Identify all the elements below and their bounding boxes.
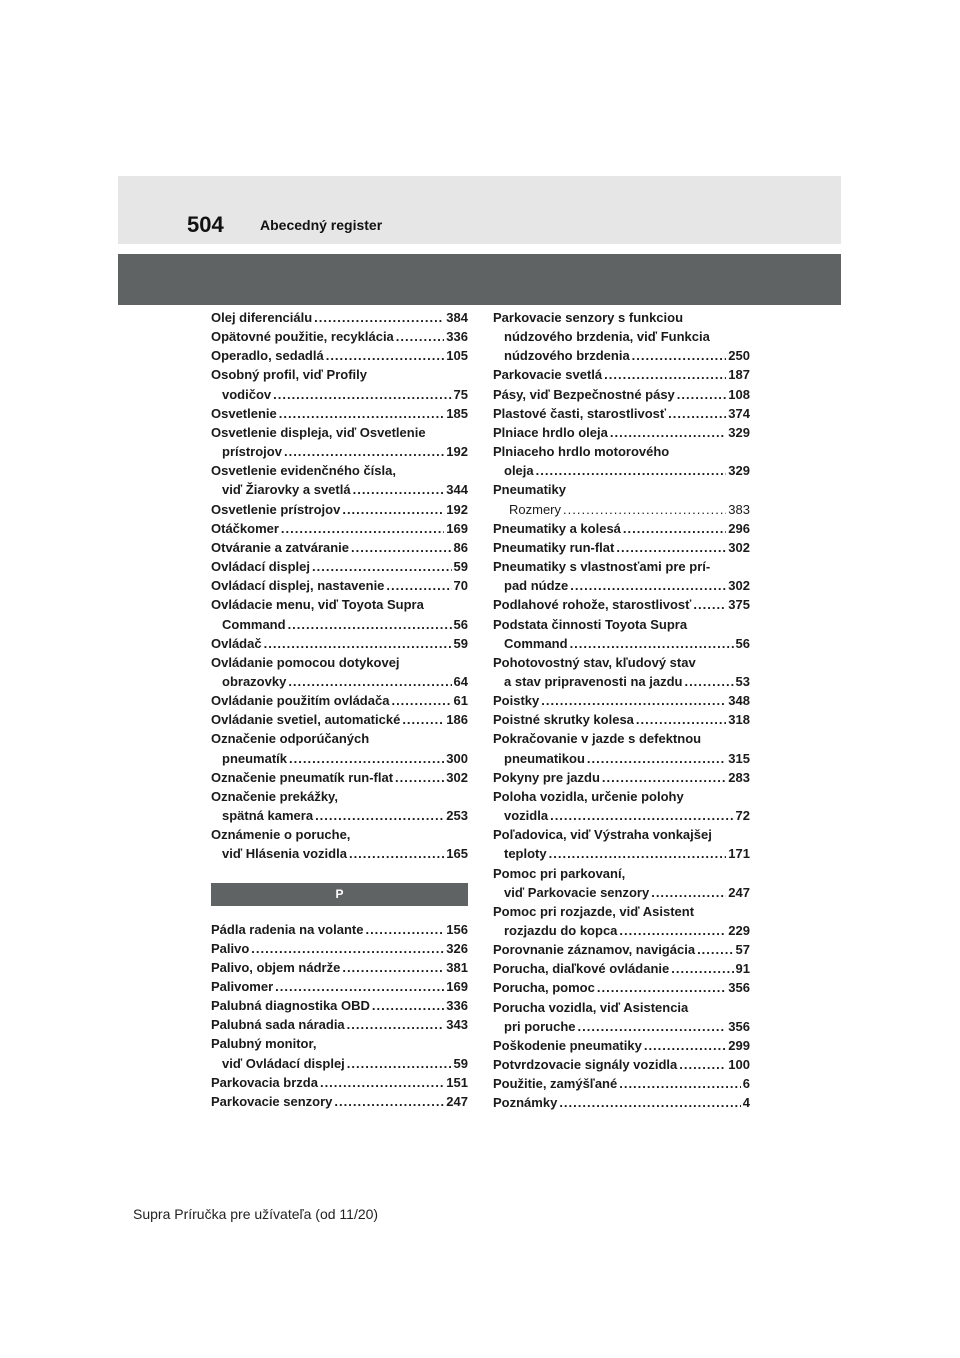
index-entry-page: 185 — [446, 405, 468, 421]
index-entry-page: 302 — [728, 578, 750, 594]
index-entry-page: 318 — [728, 712, 750, 728]
index-entry-page: 86 — [453, 539, 468, 555]
index-entry-page: 229 — [728, 923, 750, 938]
dot-leader — [677, 385, 727, 404]
index-entry-term: pad núdze — [504, 578, 569, 594]
index-list-p — [211, 920, 468, 1112]
index-entry-page: 329 — [728, 424, 750, 440]
index-entry-term: Pneumatiky run-flat — [493, 539, 615, 555]
index-entry-term: Osobný profil, viď Profily — [211, 367, 367, 383]
index-entry — [493, 538, 750, 557]
section-title: Abecedný register — [260, 217, 383, 233]
index-entry-term: Pohotovostný stav, kľudový stav — [493, 654, 696, 670]
index-entry-page: 247 — [728, 884, 750, 900]
index-entry — [211, 958, 468, 977]
index-entry-page: 250 — [728, 348, 750, 364]
index-entry-term: Označenie pneumatík run-flat — [211, 769, 394, 785]
dot-leader — [288, 615, 452, 634]
index-entry-term: Otáčkomer — [211, 520, 279, 536]
index-entry-term: Pomoc pri rozjazde, viď Asistent — [493, 903, 695, 919]
dot-leader — [273, 385, 451, 404]
index-entry-term: Plastové časti, starostlivosť — [493, 405, 667, 421]
index-entry — [211, 327, 468, 346]
index-entry-page: 192 — [446, 444, 468, 460]
dot-leader — [668, 404, 726, 423]
index-entry-term: Plniaceho hrdlo motorového — [493, 444, 670, 460]
index-entry-term: Parkovacie senzory s funkciou — [493, 310, 684, 325]
index-entry — [211, 519, 468, 538]
index-entry-term: Porucha, pomoc — [493, 980, 595, 996]
index-entry-page: 156 — [446, 921, 468, 937]
index-entry — [211, 595, 468, 633]
dot-leader — [570, 576, 726, 595]
index-entry — [493, 480, 750, 499]
dot-leader — [616, 538, 726, 557]
dot-leader — [312, 557, 452, 576]
index-entry — [211, 346, 468, 365]
index-entry — [211, 825, 468, 863]
index-entry — [211, 939, 468, 958]
index-entry-term: viď Hlásenia vozidla — [222, 846, 347, 862]
index-entry-term: Olej diferenciálu — [211, 310, 313, 325]
index-column-left — [211, 308, 468, 1111]
index-entry-term: vodičov — [222, 386, 272, 402]
index-entry — [493, 825, 750, 863]
index-entry-page: 6 — [742, 1076, 750, 1092]
index-entry — [211, 576, 468, 595]
index-entry-page: 375 — [728, 597, 750, 613]
index-list-o — [211, 308, 468, 864]
dot-leader — [563, 500, 726, 519]
dot-leader — [402, 710, 444, 729]
dot-leader — [395, 768, 444, 787]
index-entry-page: 302 — [728, 539, 750, 555]
index-entry-page: 169 — [446, 979, 468, 994]
dot-leader — [536, 461, 727, 480]
index-entry-page: 344 — [446, 482, 468, 498]
index-entry-page: 169 — [446, 520, 468, 536]
index-entry — [493, 442, 750, 480]
index-entry-page: 91 — [735, 961, 750, 977]
index-entry — [493, 998, 750, 1036]
index-entry-page: 108 — [728, 386, 750, 402]
index-entry-term: Pokračovanie v jazde s defektnou — [493, 731, 702, 747]
index-entry-term: oleja — [504, 463, 534, 479]
dot-leader — [610, 423, 726, 442]
index-entry-page: 151 — [446, 1074, 468, 1090]
index-entry — [211, 1092, 468, 1111]
dot-leader — [597, 978, 726, 997]
index-entry-term: núdzového brzdenia, viď Funkcia — [504, 329, 710, 345]
index-entry — [211, 1034, 468, 1072]
index-entry-page: 56 — [453, 616, 468, 632]
index-entry-page: 59 — [453, 1055, 468, 1071]
index-entry-term: Parkovacie svetlá — [493, 367, 603, 383]
index-entry — [211, 634, 468, 653]
index-entry-term: Poľadovica, viď Výstraha vonkajšej — [493, 827, 712, 843]
dot-leader — [541, 691, 726, 710]
dot-leader — [315, 806, 444, 825]
index-entry — [211, 787, 468, 825]
index-entry-term: Pomoc pri parkovaní, — [493, 865, 626, 881]
index-entry — [493, 615, 750, 653]
index-entry-page: 171 — [728, 846, 750, 862]
index-entry-page: 57 — [735, 942, 750, 958]
dot-leader — [334, 1092, 444, 1111]
index-entry-term: pneumatík — [222, 750, 288, 766]
index-entry-term: Ovládanie použitím ovládača — [211, 693, 390, 709]
index-entry — [493, 959, 750, 978]
dot-leader — [264, 634, 452, 653]
dot-leader — [602, 768, 726, 787]
index-entry — [493, 1074, 750, 1093]
index-entry — [211, 653, 468, 691]
index-entry-page: 61 — [453, 693, 468, 709]
page-number: 504 — [187, 212, 224, 237]
index-entry-term: Porucha, diaľkové ovládanie — [493, 961, 670, 977]
index-entry — [211, 538, 468, 557]
index-column-right — [493, 308, 750, 1113]
index-entry-term: Poznámky — [493, 1095, 558, 1111]
index-entry-term: Pneumatiky s vlastnosťami pre prí- — [493, 559, 711, 575]
index-entry-page: 315 — [728, 750, 750, 766]
index-entry — [211, 996, 468, 1015]
index-entry — [493, 595, 750, 614]
index-entry — [493, 864, 750, 902]
index-entry-term: Rozmery — [509, 501, 562, 517]
dot-leader — [570, 634, 734, 653]
index-entry — [211, 500, 468, 519]
index-entry — [493, 557, 750, 595]
index-entry-page: 283 — [728, 769, 750, 785]
index-entry-page: 72 — [735, 808, 750, 824]
index-entry — [493, 978, 750, 997]
index-entry-term: Opätovné použitie, recyklácia — [211, 329, 394, 345]
index-entry-page: 75 — [453, 386, 468, 402]
index-entry — [493, 653, 750, 691]
dot-leader — [347, 1015, 445, 1034]
index-entry-term: Operadlo, sedadlá — [211, 348, 324, 364]
index-entry-term: Pásy, viď Bezpečnostné pásy — [493, 386, 675, 402]
dot-leader — [619, 921, 726, 940]
index-entry-page: 59 — [453, 635, 468, 651]
index-entry-term: teploty — [504, 846, 547, 862]
index-entry — [211, 404, 468, 423]
index-entry-page: 299 — [728, 1037, 750, 1053]
index-entry — [211, 977, 468, 996]
dot-leader — [281, 519, 444, 538]
index-entry-term: Otváranie a zatváranie — [211, 539, 350, 555]
index-entry-page: 56 — [735, 635, 750, 651]
index-entry-page: 381 — [446, 959, 468, 975]
index-list-p-continued — [493, 308, 750, 1113]
dot-leader — [549, 844, 727, 863]
index-entry-term: pri poruche — [504, 1018, 576, 1034]
index-entry-term: pneumatikou — [504, 750, 585, 766]
index-entry — [493, 1036, 750, 1055]
dot-leader — [679, 1055, 726, 1074]
index-entry-term: Parkovacie senzory — [211, 1093, 333, 1109]
dot-leader — [372, 996, 444, 1015]
index-entry — [493, 365, 750, 384]
index-entry-term: Poškodenie pneumatiky — [493, 1037, 642, 1053]
index-entry-page: 374 — [728, 405, 750, 421]
dot-leader — [651, 883, 726, 902]
index-entry-page: 329 — [728, 463, 750, 479]
index-entry-term: núdzového brzdenia — [504, 348, 630, 364]
dot-leader — [251, 939, 444, 958]
index-entry-page: 296 — [728, 520, 750, 536]
dot-leader — [353, 480, 445, 499]
index-entry-term: Poloha vozidla, určenie polohy — [493, 788, 684, 804]
index-entry-page: 187 — [728, 367, 750, 383]
index-entry — [211, 461, 468, 499]
index-entry-term: Pádla radenia na volante — [211, 921, 364, 937]
dot-leader — [386, 576, 451, 595]
dot-leader — [351, 538, 452, 557]
index-entry — [211, 557, 468, 576]
dot-leader — [587, 749, 726, 768]
dot-leader — [342, 500, 444, 519]
index-entry-term: Označenie prekážky, — [211, 788, 338, 804]
dot-leader — [623, 519, 726, 538]
dot-leader — [636, 710, 726, 729]
index-entry — [211, 710, 468, 729]
dot-leader — [349, 844, 444, 863]
index-entry — [211, 729, 468, 767]
index-entry-term: Command — [504, 635, 568, 651]
index-entry — [493, 404, 750, 423]
index-entry — [211, 1073, 468, 1092]
dot-leader — [550, 806, 733, 825]
index-entry-term: Poistky — [493, 693, 540, 709]
index-entry-page: 326 — [446, 940, 468, 956]
index-entry-term: Podstata činnosti Toyota Supra — [493, 616, 688, 632]
index-entry-page: 186 — [446, 712, 468, 728]
index-entry — [493, 940, 750, 959]
index-entry — [493, 385, 750, 404]
index-entry — [493, 902, 750, 940]
index-entry-page: 253 — [446, 808, 468, 824]
index-entry — [493, 519, 750, 538]
index-entry-page: 343 — [446, 1017, 468, 1033]
dot-leader — [289, 749, 444, 768]
index-entry-term: Palubná sada náradia — [211, 1017, 345, 1033]
index-entry-page: 356 — [728, 1018, 750, 1034]
index-entry-term: spätná kamera — [222, 808, 314, 824]
section-banner — [118, 254, 841, 305]
index-entry-term: Palivo, objem nádrže — [211, 959, 341, 975]
letter-divider-p: P — [211, 883, 468, 906]
index-entry — [493, 500, 750, 519]
index-entry-term: Command — [222, 616, 286, 632]
index-entry — [211, 768, 468, 787]
index-entry — [493, 729, 750, 767]
index-entry-term: Ovládací displej, nastavenie — [211, 578, 385, 594]
dot-leader — [693, 595, 726, 614]
index-entry-term: Pneumatiky — [493, 482, 566, 498]
index-entry-term: Porucha vozidla, viď Asistencia — [493, 999, 689, 1015]
index-entry-term: Pneumatiky a kolesá — [493, 520, 621, 536]
dot-leader — [619, 1074, 741, 1093]
dot-leader — [347, 1054, 452, 1073]
header-band — [118, 176, 841, 244]
index-entry-term: Oznámenie o poruche, — [211, 827, 351, 843]
index-entry-page: 53 — [735, 673, 750, 689]
index-entry — [211, 365, 468, 403]
dot-leader — [391, 691, 451, 710]
index-entry-term: viď Žiarovky a svetlá — [222, 482, 351, 498]
index-entry-page: 64 — [453, 673, 468, 689]
index-entry-page: 100 — [728, 1057, 750, 1073]
dot-leader — [326, 346, 445, 365]
index-entry — [211, 423, 468, 461]
index-entry-page: 300 — [446, 750, 468, 766]
index-entry-term: Parkovacia brzda — [211, 1074, 318, 1090]
index-entry-page: 59 — [453, 559, 468, 575]
index-entry — [493, 308, 750, 365]
index-entry-page: 70 — [453, 578, 468, 594]
dot-leader — [320, 1073, 444, 1092]
index-entry-term: vozidla — [504, 808, 549, 824]
index-entry-page: 247 — [446, 1093, 468, 1109]
index-entry — [493, 710, 750, 729]
index-entry-term: rozjazdu do kopca — [504, 923, 618, 938]
index-entry-page: 105 — [446, 348, 468, 364]
dot-leader — [644, 1036, 726, 1055]
dot-leader — [279, 404, 445, 423]
index-entry — [211, 1015, 468, 1034]
index-entry-page: 348 — [728, 693, 750, 709]
index-entry-term: Osvetlenie evidenčného čísla, — [211, 463, 396, 479]
index-entry-term: Podlahové rohože, starostlivosť — [493, 597, 692, 613]
index-entry-term: a stav pripravenosti na jazdu — [504, 673, 683, 689]
index-entry-term: Osvetlenie displeja, viď Osvetlenie — [211, 424, 426, 440]
index-entry-term: Ovládač — [211, 635, 262, 651]
page-footer: Supra Príručka pre užívateľa (od 11/20) — [133, 1206, 379, 1222]
index-entry-page: 383 — [728, 501, 750, 517]
index-entry — [211, 920, 468, 939]
index-entry-term: Palivo — [211, 940, 250, 956]
index-entry — [493, 691, 750, 710]
dot-leader — [314, 308, 444, 327]
index-entry-term: prístrojov — [222, 444, 282, 460]
index-entry-term: viď Parkovacie senzory — [504, 884, 650, 900]
index-entry-page: 336 — [446, 329, 468, 345]
index-entry-term: Označenie odporúčaných — [211, 731, 370, 747]
index-entry — [493, 1093, 750, 1112]
dot-leader — [284, 442, 444, 461]
index-entry-term: viď Ovládací displej — [222, 1055, 345, 1071]
index-entry-term: Ovládacie menu, viď Toyota Supra — [211, 597, 424, 613]
index-entry-term: Poistné skrutky kolesa — [493, 712, 634, 728]
dot-leader — [697, 940, 733, 959]
index-entry-term: Osvetlenie — [211, 405, 277, 421]
index-entry-term: Ovládanie pomocou dotykovej — [211, 654, 400, 670]
dot-leader — [559, 1093, 740, 1112]
index-entry — [211, 308, 468, 327]
index-entry — [493, 768, 750, 787]
index-entry-page: 384 — [446, 310, 468, 325]
index-entry — [493, 787, 750, 825]
index-entry-term: Porovnanie záznamov, navigácia — [493, 942, 696, 958]
index-entry-page: 356 — [728, 980, 750, 996]
index-entry-term: Palivomer — [211, 979, 274, 994]
index-entry-term: Palubná diagnostika OBD — [211, 998, 370, 1014]
dot-leader — [632, 346, 727, 365]
dot-leader — [684, 672, 733, 691]
index-entry-term: Použitie, zamýšľané — [493, 1076, 618, 1092]
index-entry-term: Potvrdzovacie signály vozidla — [493, 1057, 678, 1073]
dot-leader — [288, 672, 451, 691]
dot-leader — [275, 977, 444, 996]
index-entry-term: obrazovky — [222, 673, 287, 689]
index-entry-term: Pokyny pre jazdu — [493, 769, 600, 785]
index-entry — [493, 1055, 750, 1074]
index-entry-term: Ovládací displej — [211, 559, 310, 575]
dot-leader — [365, 920, 444, 939]
index-entry-page: 192 — [446, 501, 468, 517]
index-entry-term: Plniace hrdlo oleja — [493, 424, 608, 440]
index-entry-term: Palubný monitor, — [211, 1036, 317, 1052]
index-entry-page: 4 — [742, 1095, 750, 1111]
index-entry-term: Ovládanie svetiel, automatické — [211, 712, 401, 728]
index-entry-page: 336 — [446, 998, 468, 1014]
index-entry-term: Osvetlenie prístrojov — [211, 501, 341, 517]
dot-leader — [342, 958, 444, 977]
index-entry-page: 302 — [446, 769, 468, 785]
index-entry-page: 165 — [446, 846, 468, 862]
index-entry — [211, 691, 468, 710]
dot-leader — [604, 365, 726, 384]
dot-leader — [671, 959, 733, 978]
dot-leader — [578, 1017, 727, 1036]
index-entry — [493, 423, 750, 442]
dot-leader — [396, 327, 445, 346]
